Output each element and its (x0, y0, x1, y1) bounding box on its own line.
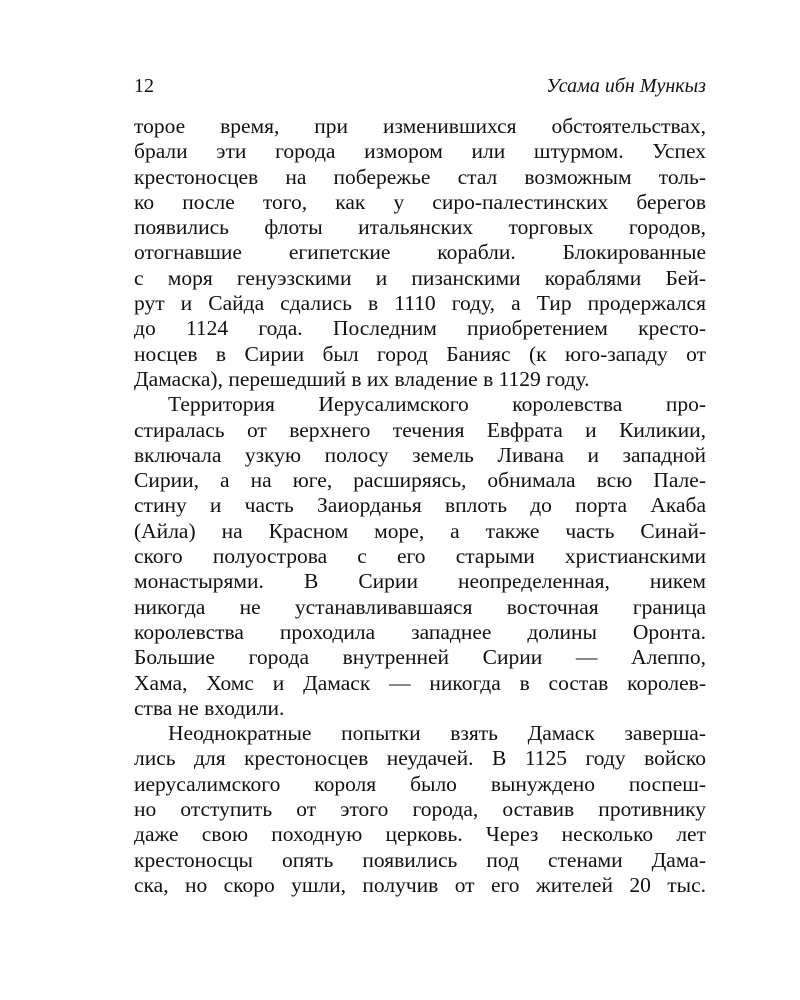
text-line: стиралась от верхнего течения Евфрата и Киликии, (134, 417, 706, 442)
text-line: Сирии, а на юге, расширяясь, обнимала всю Пале- (134, 468, 706, 493)
text-line: монастырями. В Сирии неопределенная, никем (134, 569, 706, 594)
text-line: стину и часть Заиорданья вплоть до порта Акаба (134, 493, 706, 518)
paragraph-end-line: Дамаска), перешедший в их владение в 1129 году. (134, 366, 590, 391)
text-line: носцев в Сирии был город Банияс (к юго-западу от (134, 341, 706, 366)
body-text (134, 114, 706, 898)
text-line: иерусалимского короля было вынуждено поспеш- (134, 771, 706, 796)
text-line: крестоносцев на побережье стал возможным толь- (134, 164, 706, 189)
text-line: брали эти города измором или штурмом. Успех (134, 139, 706, 164)
text-line: появились флоты итальянских торговых городов, (134, 215, 706, 240)
text-line: Большие города внутренней Сирии — Алеппо, (134, 645, 706, 670)
text-line: до 1124 года. Последним приобретением кресто- (134, 316, 706, 341)
text-line: но отступить от этого города, оставив противнику (134, 797, 706, 822)
text-line: с моря генуэзскими и пизанскими кораблями Бей- (134, 265, 706, 290)
page-number: 12 (134, 75, 154, 97)
text-line: лись для крестоносцев неудачей. В 1125 году войско (134, 746, 706, 771)
text-line: рут и Сайда сдались в 1110 году, а Тир продержался (134, 291, 706, 316)
text-line: крестоносцы опять появились под стенами Дама- (134, 847, 706, 872)
text-line: никогда не устанавливавшаяся восточная граница (134, 594, 706, 619)
text-line: отогнавшие египетские корабли. Блокированные (134, 240, 706, 265)
paragraph-end-line: ства не входили. (134, 695, 285, 720)
text-line: даже свою походную церковь. Через несколько лет (134, 822, 706, 847)
paragraph-start-line: Неоднократные попытки взять Дамаск заверша- (168, 721, 706, 746)
text-line: (Айла) на Красном море, а также часть Синай- (134, 518, 706, 543)
text-line: ко после того, как у сиро-палестинских берегов (134, 189, 706, 214)
text-line: ского полуострова с его старыми христианскими (134, 544, 706, 569)
text-line: ска, но скоро ушли, получив от его жителей 20 тыс. (134, 872, 706, 897)
paragraph-start-line: Территория Иерусалимского королевства про- (168, 392, 706, 417)
text-line: королевства проходила западнее долины Оронта. (134, 619, 706, 644)
text-line: Хама, Хомс и Дамаск — никогда в состав королев- (134, 670, 706, 695)
running-title: Усама ибн Мункыз (546, 75, 706, 97)
text-line: включала узкую полосу земель Ливана и западной (134, 442, 706, 467)
text-line: торое время, при изменившихся обстоятельствах, (134, 114, 706, 138)
